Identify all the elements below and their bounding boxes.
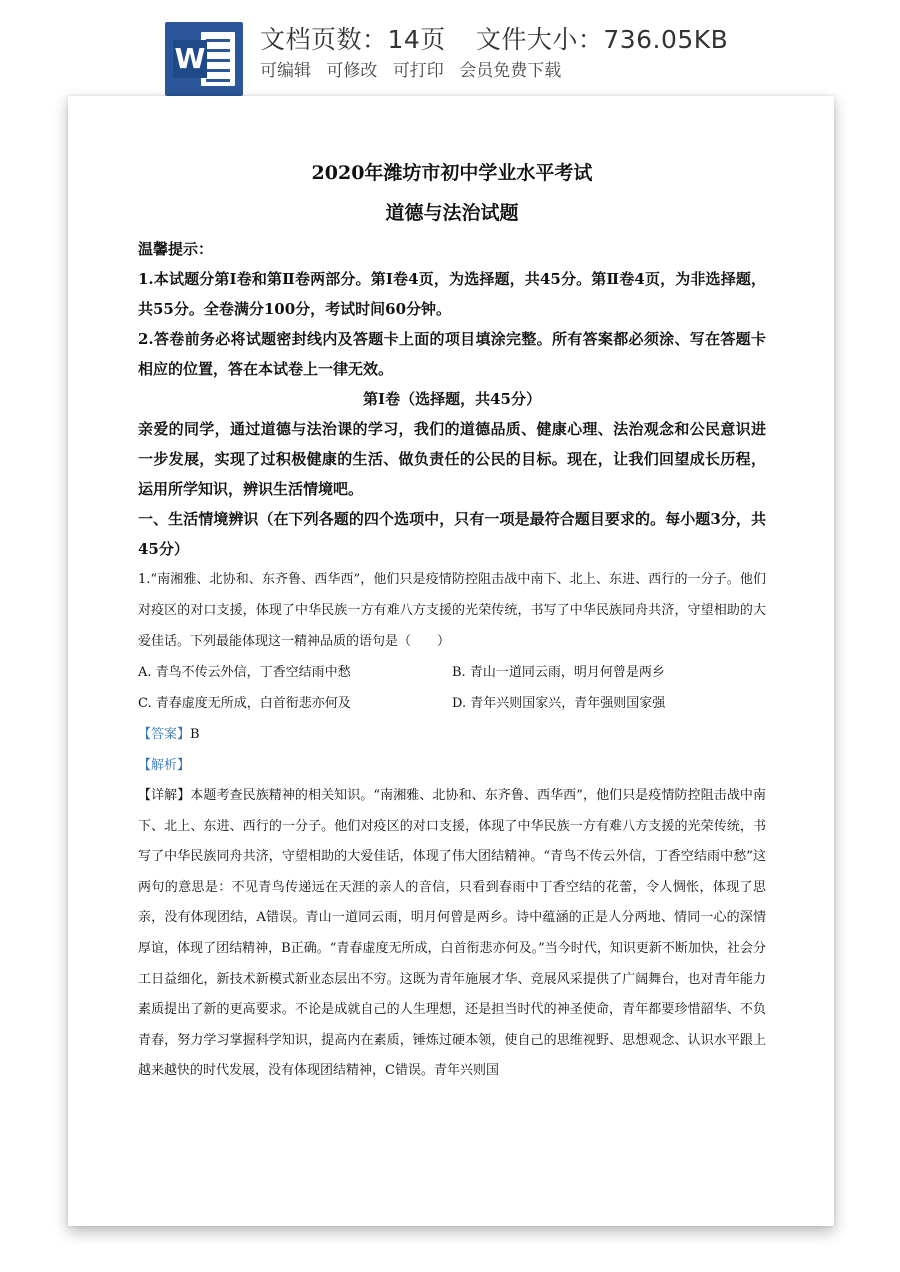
detail-paragraph [138, 781, 766, 1087]
tip-1: 1.本试题分第Ⅰ卷和第Ⅱ卷两部分。第Ⅰ卷4页，为选择题，共45分。第Ⅱ卷4页，为非选择题，共55分。全卷满分100分，考试时间60分钟。 [138, 270, 766, 318]
feature-modifiable: 可修改 [326, 61, 378, 81]
section-title: 第Ⅰ卷（选择题，共45分） [363, 390, 541, 408]
download-banner [0, 0, 900, 96]
option-d: D. 青年兴则国家兴，青年强则国家强 [452, 696, 666, 711]
analysis-tag: 【解析】 [138, 758, 191, 773]
intro-paragraph: 亲爱的同学，通过道德与法治课的学习，我们的道德品质、健康心理、法治观念和公民意识进一步发展，实现了过积极健康的生活、做负责任的公民的目标。现在，让我们回望成长历程，运用所学知识，辨识生活情境吧。 [138, 420, 766, 498]
document-page [68, 96, 834, 1226]
part-heading: 一、生活情境辨识（在下列各题的四个选项中，只有一项是最符合题目要求的。每小题3分，共45分） [138, 510, 766, 558]
answer-value: B [190, 727, 200, 742]
word-doc-icon [165, 22, 243, 96]
tip-2: 2.答卷前务必将试题密封线内及答题卡上面的项目填涂完整。所有答案都必须涂、写在答题卡相应的位置，答在本试卷上一律无效。 [138, 330, 766, 378]
option-c: C. 青春虚度无所成，白首衔悲亦何及 [138, 696, 351, 711]
exam-title: 2020年潍坊市初中学业水平考试 [311, 162, 593, 184]
feature-editable: 可编辑 [260, 61, 311, 81]
feature-list [260, 56, 571, 81]
answer-tag: 【答案】 [138, 727, 191, 742]
detail-tag: 【详解】 [138, 788, 191, 803]
question-options [138, 657, 766, 719]
feature-printable: 可打印 [392, 61, 444, 81]
option-a: A. 青鸟不传云外信，丁香空结雨中愁 [138, 665, 351, 680]
file-size: 文件大小：736.05KB [475, 25, 729, 54]
detail-text: 本题考查民族精神的相关知识。“南湘雅、北协和、东齐鲁、西华西”，他们只是疫情防控阻击战中南下、北上、东进、西行的一分子。他们对疫区的对口支援，体现了中华民族一方有难八方支援的光荣传统，书写了中华民族同舟共济，守望相助的大爱佳话，体现了伟大团结精神。“青鸟不传云外信，丁香空结雨中愁”这两句的意思是：不见青鸟传递远在天涯的亲人的音信，只看到春雨中丁香空结的花蕾，令人惆怅，体现了思亲，没有体现团结，A错误。青山一道同云雨，明月何曾是两乡。诗中蕴涵的正是人分两地、情同一心的深情厚谊，体现了团结精神，B正确。“青春虚度无所成，白首衔悲亦何及。”当今时代，知识更新不断加快，社会分工日益细化，新技术新模式新业态层出不穷。这既为青年施展才华、竞展风采提供了广阔舞台，也对青年能力素质提出了新的更高要求。不论是成就自己的人生理想，还是担当时代的神圣使命，青年都要珍惜韶华、不负青春，努力学习掌握科学知识，提高内在素质，锤炼过硬本领，使自己的思维视野、思想观念、认识水平跟上越来越快的时代发展，没有体现团结精神，C错误。青年兴则国 [138, 788, 766, 1079]
word-letter: W [173, 40, 207, 78]
tips-heading: 温馨提示： [138, 240, 214, 258]
question-1: 1.“南湘雅、北协和、东齐鲁、西华西”，他们只是疫情防控阻击战中南下、北上、东进、西行的一分子。他们对疫区的对口支援，体现了中华民族一方有难八方支援的光荣传统，书写了中华民族同舟共济，守望相助的大爱佳话。下列最能体现这一精神品质的语句是（ ） [138, 572, 766, 649]
file-info [260, 20, 728, 56]
option-b: B. 青山一道同云雨，明月何曾是两乡 [452, 665, 665, 680]
answer-line [138, 719, 766, 750]
feature-member-download: 会员免费下载 [459, 61, 562, 81]
document-content [138, 156, 766, 1087]
page-count: 文档页数：14页 [260, 25, 446, 54]
exam-subtitle: 道德与法治试题 [385, 202, 519, 224]
